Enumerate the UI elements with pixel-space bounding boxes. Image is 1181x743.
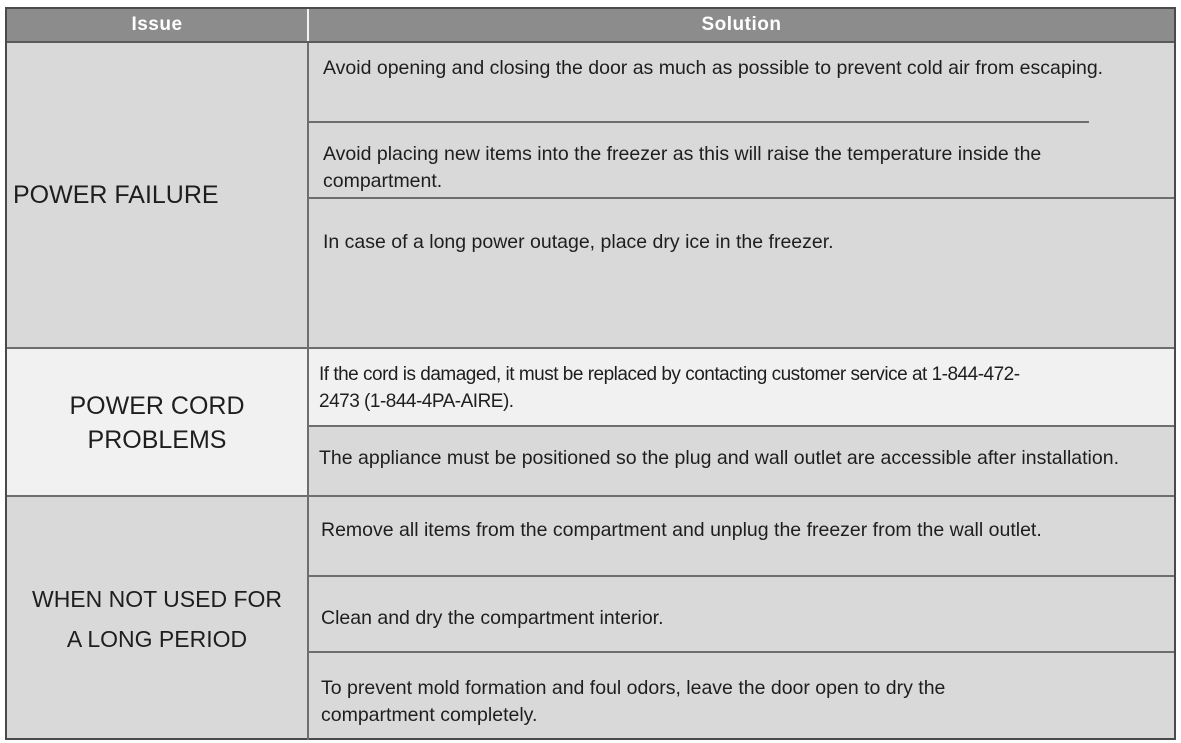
solution-text: If the cord is damaged, it must be replaced by contacting customer service at 1-844-472-2473 (1-844-4PA-AIRE). [319, 364, 1020, 412]
solution-cell [309, 497, 1174, 575]
issue-label: POWER CORD PROBLEMS [69, 392, 245, 454]
issue-label: POWER FAILURE [13, 181, 219, 209]
table-header [7, 9, 1174, 43]
issue-label: WHEN NOT USED FOR A LONG PERIOD [31, 585, 283, 652]
solution-cell [309, 651, 1174, 742]
solution-text: Remove all items from the compartment and unplug the freezer from the wall outlet. [321, 519, 1042, 541]
issue-column-header: Issue [131, 14, 183, 35]
solution-cell: The appliance must be positioned so the plug and wall outlet are accessible after installation. [309, 425, 1174, 497]
issue-cell [7, 349, 307, 497]
solution-cell: Avoid opening and closing the door as much as possible to prevent cold air from escaping. [323, 57, 1104, 79]
issue-cell [7, 497, 307, 740]
table-row-power-cord-problems [7, 347, 1174, 497]
solution-cell [309, 349, 1174, 425]
solution-cell: Clean and dry the compartment interior. [309, 575, 1174, 651]
table-row-power-failure [7, 43, 1174, 347]
solution-cell: In case of a long power outage, place dry ice in the freezer. [309, 197, 1174, 347]
solution-column-header: Solution [701, 14, 782, 35]
table-row-when-not-used [7, 495, 1174, 740]
issue-cell [7, 43, 307, 347]
solution-cell: Avoid placing new items into the freezer as this will raise the temperature inside the compartment. [309, 121, 1089, 197]
troubleshooting-table [5, 7, 1176, 740]
solution-text: To prevent mold formation and foul odors, leave the door open to dry the compartment completely. [321, 677, 946, 726]
